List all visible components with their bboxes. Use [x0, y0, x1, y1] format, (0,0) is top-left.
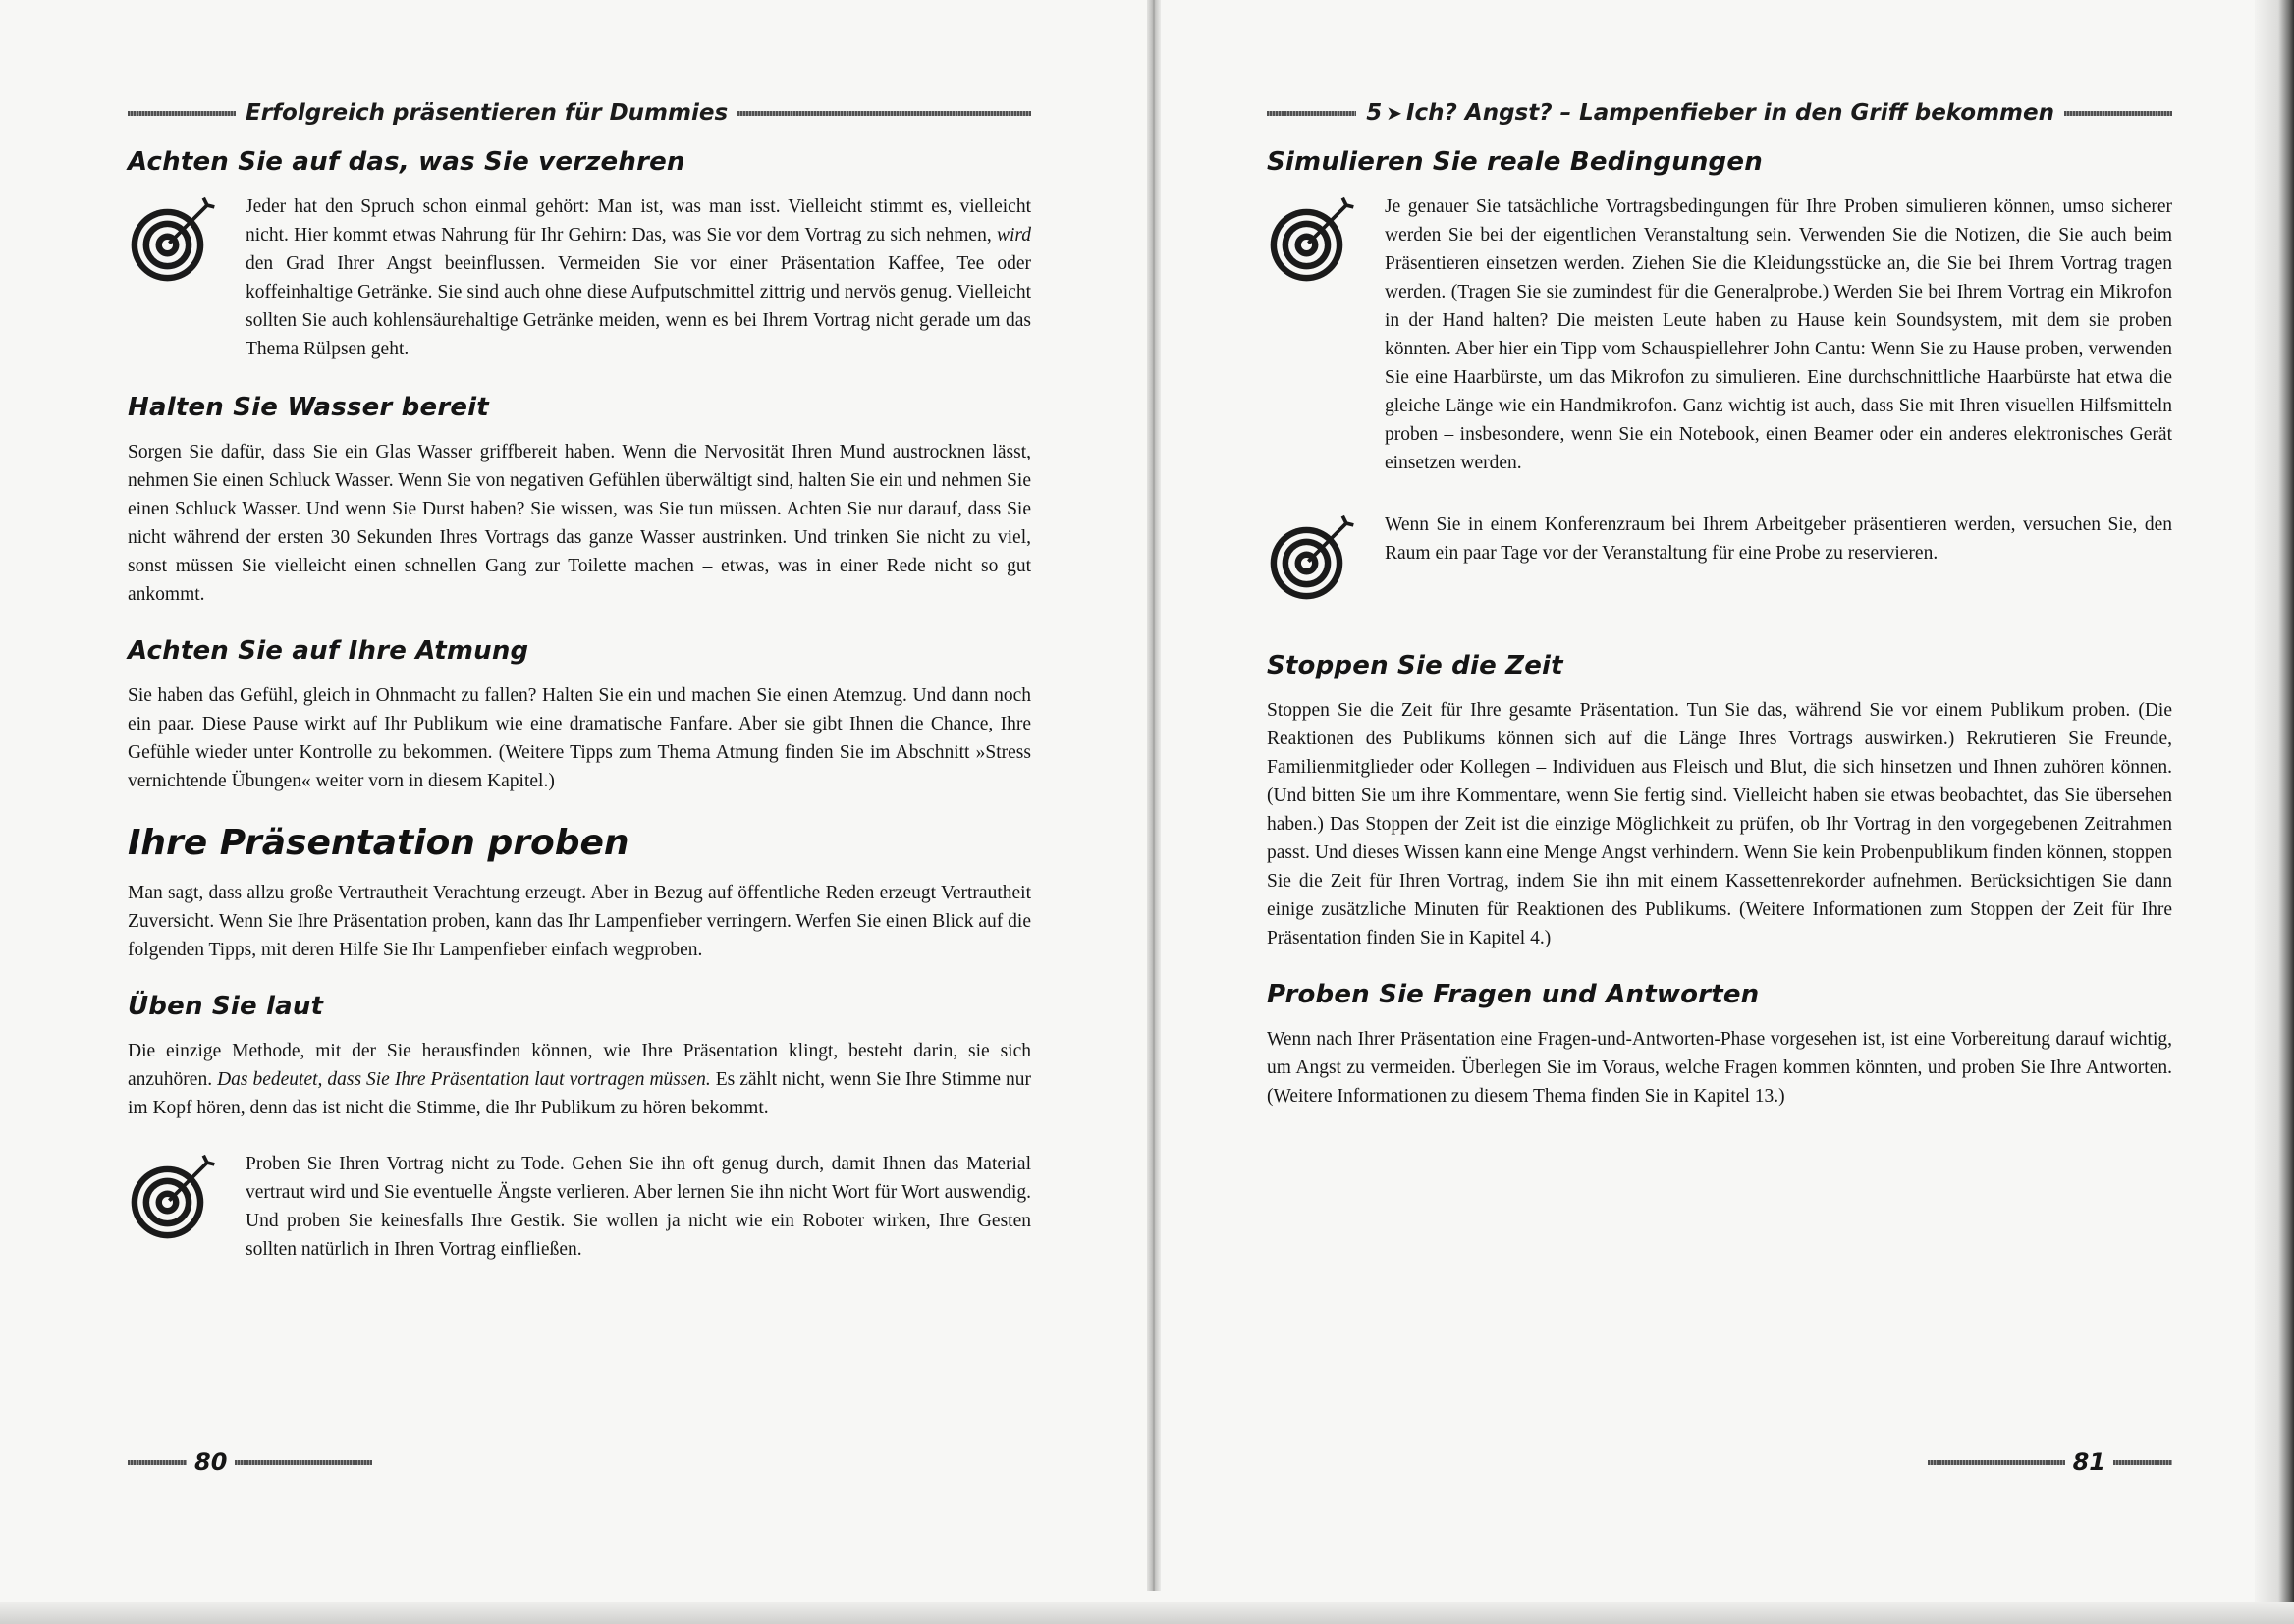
scan-bottom-edge: [0, 1602, 2294, 1624]
heading-zeit: Stoppen Sie die Zeit: [1267, 651, 1563, 680]
tip-text-verzehren: Jeder hat den Spruch schon einmal gehört: Man ist, was man isst. Vielleicht stimmt es, vielleicht nicht. Hier kommt etwas Nahrung für Ihr Gehirn: Das, was Sie vor dem Vortrag zu sich nehmen, wird den Grad Ihrer Angst beeinflussen. Vermeiden Sie vor einer Präsentation Kaffee, Tee oder koffeinhaltige Getränke. Sie sind auch ohne diese Aufputschmittel zittrig und nervös genug. Vielleicht sollten Sie auch kohlensäurehaltige Getränke meiden, wenn es bei Ihrem Vortrag nicht gerade um das Thema Rülpsen geht.: [246, 196, 1032, 359]
paragraph-laut: Die einzige Methode, mit der Sie herausfinden können, wie Ihre Präsentation klingt, besteht darin, sie sich anzuhören. Das bedeutet, dass Sie Ihre Präsentation laut vortragen müssen. Es zählt nicht, wenn Sie Ihre Stimme nur im Kopf hören, denn das ist nicht die Stimme, die Ihr Publikum zu hören bekommt.: [128, 1041, 1032, 1118]
left-page-content: [128, 147, 1031, 1293]
heading-atmung: Achten Sie auf Ihre Atmung: [128, 636, 529, 666]
heading-proben: Ihre Präsentation proben: [128, 823, 629, 863]
left-running-head-title: Erfolgreich präsentieren für Dummies: [246, 100, 729, 126]
target-icon: [1267, 511, 1357, 608]
paragraph-zeit: Stoppen Sie die Zeit für Ihre gesamte Präsentation. Tun Sie das, während Sie vor einem Publikum proben. (Die Reaktionen des Publikums können sich auf die Länge Ihres Vortrags auswirken.) Rekrutieren Sie Freunde, Familienmitglieder oder Kollegen – Individuen aus Fleisch und Blut, die sich hinsetzen und Ihnen zuhören können. (Und bitten Sie um ihre Kommentare, wenn Sie fertig sind. Vielleicht haben sie etwas beobachtet, das Sie übersehen haben.) Das Stoppen der Zeit ist die einzige Möglichkeit zu prüfen, ob Ihr Vortrag in den vorgegebenen Zeitrahmen passt. Und dieses Wissen kann eine Menge Angst verhindern. Wenn Sie kein Probenpublikum finden können, stoppen Sie die Zeit für Ihren Vortrag, indem Sie ihn mit einem Kassettenrekorder aufnehmen. Berücksichtigen Sie dann einige zusätzliche Minuten für Reaktionen des Publikums. (Weitere Informationen zum Stoppen der Zeit für Ihre Präsentation finden Sie in Kapitel 4.): [1267, 700, 2172, 948]
tip-text-bedingungen: Je genauer Sie tatsächliche Vortragsbedingungen für Ihre Proben simulieren können, umso sicherer werden Sie bei der eigentlichen Veranstaltung sein. Verwenden Sie die Notizen, die Sie auch beim Präsentieren einsetzen werden. Ziehen Sie die Kleidungsstücke an, die Sie bei Ihrem Vortrag tragen werden. (Tragen Sie sie zumindest für die Generalprobe.) Werden Sie bei Ihrem Vortrag ein Mikrofon in der Hand halten? Die meisten Leute haben zu Hause kein Soundsystem, mit dem sie proben könnten. Aber hier ein Tipp vom Schauspiellehrer John Cantu: Wenn Sie zu Hause proben, verwenden Sie eine Haarbürste, um das Mikrofon zu simulieren. Eine durchschnittliche Haarbürste hat etwa die gleiche Länge wie ein Handmikrofon. Ganz wichtig ist auch, dass Sie mit Ihren visuellen Hilfsmitteln proben – insbesondere, wenn Sie ein Notebook, einen Beamer oder ein anderes elektronisches Gerät einsetzen werden.: [1385, 196, 2172, 473]
book-gutter: [1147, 0, 1161, 1591]
paragraph-fragen: Wenn nach Ihrer Präsentation eine Fragen-und-Antworten-Phase vorgesehen ist, ist eine Vorbereitung darauf wichtig, um Angst zu vermeiden. Überlegen Sie im Voraus, welche Fragen kommen könnten, und proben Sie Ihre Antworten. (Weitere Informationen zu diesem Thema finden Sie in Kapitel 13.): [1267, 1029, 2172, 1107]
right-page-folio: [1928, 1448, 2172, 1476]
right-running-head-title: 5 ➤ Ich? Angst? – Lampenfieber in den Griff bekommen: [1366, 100, 2054, 126]
tip-text-konferenzraum: Wenn Sie in einem Konferenzraum bei Ihrem Arbeitgeber präsentieren werden, versuchen Sie, den Raum ein paar Tage vor der Veranstaltung für eine Probe zu reservieren.: [1385, 514, 2172, 564]
target-icon: [128, 192, 218, 363]
target-icon: [1267, 192, 1357, 477]
tip-block-verzehren: [128, 192, 1031, 363]
right-running-head: [1267, 98, 2172, 128]
tip-block-laut: [128, 1150, 1031, 1264]
paragraph-wasser: Sorgen Sie dafür, dass Sie ein Glas Wasser griffbereit haben. Wenn die Nervosität Ihren Mund austrocknen lässt, nehmen Sie einen Schluck Wasser. Wenn Sie von negativen Gefühlen überwältigt sind, halten Sie ein und nehmen Sie einen Schluck Wasser. Und wenn Sie Durst haben? Sie wissen, was Sie tun müssen. Achten Sie nur darauf, dass Sie nicht während der ersten 30 Sekunden Ihres Vortrags das ganze Wasser austrinken. Und trinken Sie nicht zu viel, sonst müssen Sie vielleicht einen schnellen Gang zur Toilette machen – etwas, was in einer Rede nicht so gut ankommt.: [128, 442, 1031, 605]
page-number: 80: [194, 1448, 228, 1476]
tip-block-konferenzraum: [1267, 511, 2172, 608]
scan-edge-shadow: [2255, 0, 2294, 1624]
heading-verzehren: Achten Sie auf das, was Sie verzehren: [128, 147, 685, 177]
heading-fragen: Proben Sie Fragen und Antworten: [1267, 980, 1760, 1009]
tip-text-laut: Proben Sie Ihren Vortrag nicht zu Tode. Gehen Sie ihn oft genug durch, damit Ihnen das Material vertraut wird und Sie eventuelle Ängste verlieren. Aber lernen Sie ihn nicht Wort für Wort auswendig. Und proben Sie keinesfalls Ihre Gestik. Sie wollen ja nicht wie ein Roboter wirken, Ihre Gesten sollten natürlich in Ihren Vortrag einfließen.: [246, 1154, 1031, 1260]
heading-bedingungen: Simulieren Sie reale Bedingungen: [1267, 147, 1763, 177]
target-icon: [128, 1150, 218, 1264]
paragraph-proben: Man sagt, dass allzu große Vertrautheit Verachtung erzeugt. Aber in Bezug auf öffentliche Reden erzeugt Vertrautheit Zuversicht. Wenn Sie Ihre Präsentation proben, kann das Ihr Lampenfieber verringern. Werfen Sie einen Blick auf die folgenden Tipps, mit deren Hilfe Sie Ihr Lampenfieber einfach wegproben.: [128, 883, 1031, 960]
left-running-head: [128, 98, 1031, 128]
arrow-icon: ➤: [1386, 101, 1402, 125]
tip-block-bedingungen: [1267, 192, 2172, 477]
heading-wasser: Halten Sie Wasser bereit: [128, 393, 489, 422]
left-page: [128, 0, 1031, 1591]
page-number: 81: [2072, 1448, 2105, 1476]
paragraph-atmung: Sie haben das Gefühl, gleich in Ohnmacht zu fallen? Halten Sie ein und machen Sie einen Atemzug. Und dann noch ein paar. Diese Pause wirkt auf Ihr Publikum wie eine dramatische Fanfare. Aber sie gibt Ihnen die Chance, Ihre Gefühle wieder unter Kontrolle zu bekommen. (Weitere Tipps zum Thema Atmung finden Sie im Abschnitt »Stress vernichtende Übungen« weiter vorn in diesem Kapitel.): [128, 685, 1031, 791]
heading-laut: Üben Sie laut: [128, 992, 324, 1021]
right-page-content: [1267, 147, 2172, 1138]
left-page-folio: [128, 1448, 372, 1476]
right-page: [1267, 0, 2172, 1591]
